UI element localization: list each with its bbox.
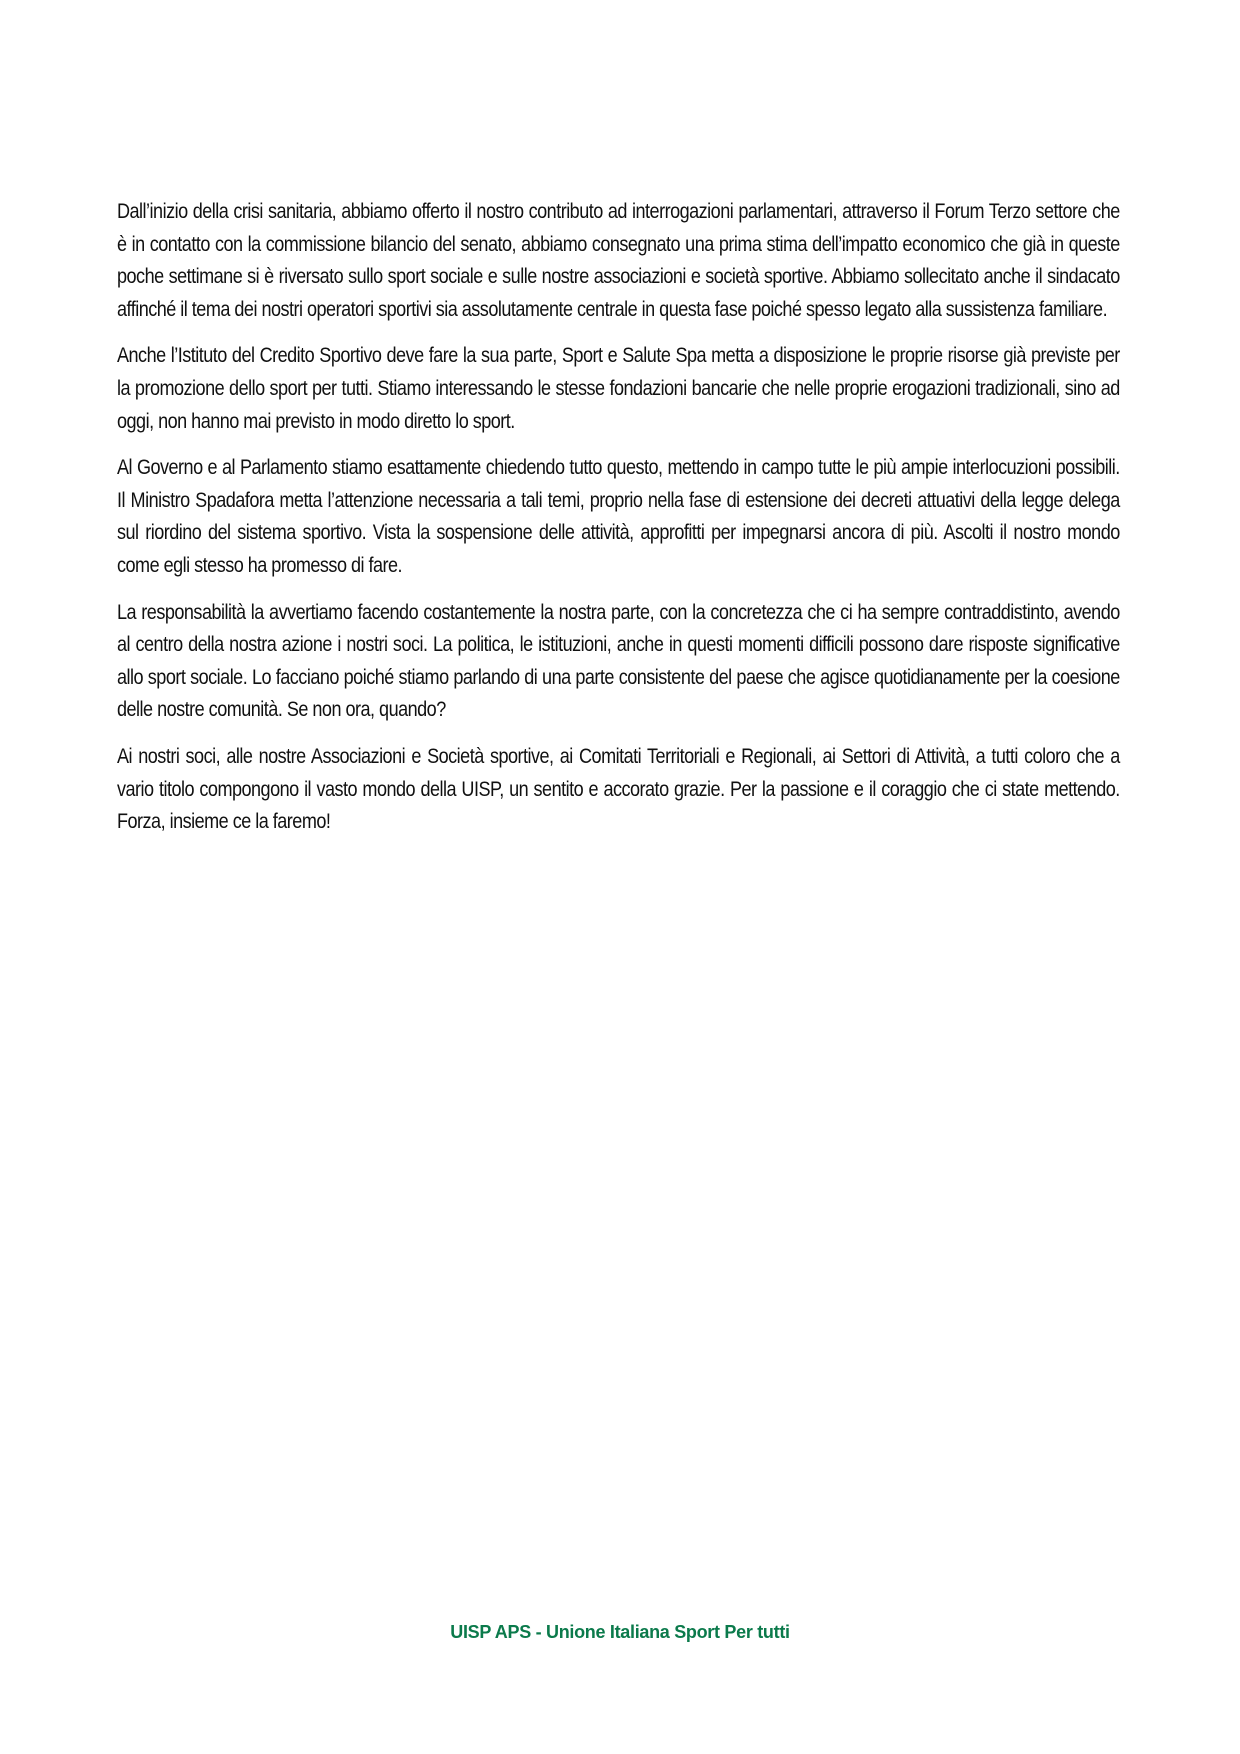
paragraph-3: Al Governo e al Parlamento stiamo esattamente chiedendo tutto questo, mettendo in campo tutte le più ampie interlocuzioni possibili. Il Ministro Spadafora metta l’attenzione necessaria a tali temi, proprio nella fase di estensione dei decreti attuativi della legge delega sul riordino del sistema sportivo. Vista la sospensione delle attività, approfitti per impegnarsi ancora di più. Ascolti il nostro mondo come egli stesso ha promesso di fare. [117, 456, 1120, 577]
page-footer: UISP APS - Unione Italiana Sport Per tutti [450, 1622, 790, 1642]
paragraph-4: La responsabilità la avvertiamo facendo costantemente la nostra parte, con la concretezza che ci ha sempre contraddistinto, avendo al centro della nostra azione i nostri soci. La politica, le istituzioni, anche in questi momenti difficili possono dare risposte significative allo sport sociale. Lo facciano poiché stiamo parlando di una parte consistente del paese che agisce quotidianamente per la coesione delle nostre comunità. Se non ora, quando? [117, 600, 1120, 722]
paragraph-1: Dall’inizio della crisi sanitaria, abbiamo offerto il nostro contributo ad interrogazioni parlamentari, attraverso il Forum Terzo settore che è in contatto con la commissione bilancio del senato, abbiamo consegnato una prima stima dell’impatto economico che già in queste poche settimane si è riversato sullo sport sociale e sulle nostre associazioni e società sportive. Abbiamo sollecitato anche il sindacato affinché il tema dei nostri operatori sportivi sia assolutamente centrale in questa fase poiché spesso legato alla sussistenza familiare. [117, 200, 1120, 321]
document-body [117, 196, 1120, 853]
paragraph-5: Ai nostri soci, alle nostre Associazioni e Società sportive, ai Comitati Territoriali e Regionali, ai Settori di Attività, a tutti coloro che a vario titolo compongono il vasto mondo della UISP, un sentito e accorato grazie. Per la passione e il coraggio che ci state mettendo. Forza, insieme ce la faremo! [117, 744, 1120, 834]
paragraph-2: Anche l’Istituto del Credito Sportivo deve fare la sua parte, Sport e Salute Spa metta a disposizione le proprie risorse già previste per la promozione dello sport per tutti. Stiamo interessando le stesse fondazioni bancarie che nelle proprie erogazioni tradizionali, sino ad oggi, non hanno mai previsto in modo diretto lo sport. [117, 344, 1120, 433]
